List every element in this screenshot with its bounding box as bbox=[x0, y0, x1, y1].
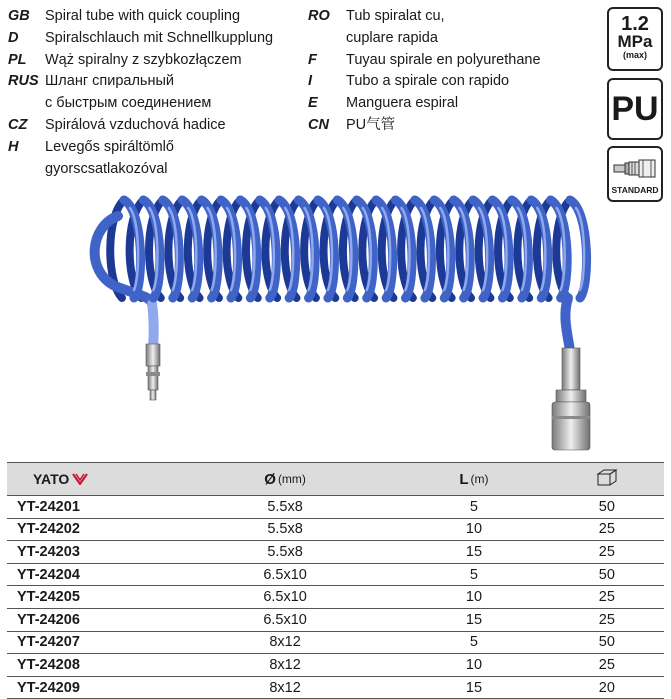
lang-row bbox=[8, 6, 273, 28]
lang-code: RO bbox=[308, 8, 330, 24]
lang-row bbox=[8, 50, 273, 72]
table-row bbox=[7, 563, 664, 586]
box-icon bbox=[596, 468, 618, 486]
lang-text: Wąż spiralny z szybkozłączem bbox=[45, 51, 242, 68]
lang-row bbox=[308, 71, 541, 93]
lang-code: PL bbox=[8, 51, 27, 68]
table-row bbox=[7, 654, 664, 677]
diameter-cell: 5.5x8 bbox=[267, 543, 303, 560]
coupling-icon bbox=[613, 156, 657, 180]
lang-row bbox=[308, 28, 541, 50]
quantity-cell: 25 bbox=[598, 543, 615, 560]
length-cell: 5 bbox=[469, 498, 478, 515]
lang-row bbox=[308, 93, 541, 115]
model-cell: YT-24206 bbox=[17, 611, 80, 628]
lang-code: GB bbox=[8, 8, 30, 24]
lang-row bbox=[8, 28, 273, 50]
lang-code bbox=[8, 159, 45, 181]
diameter-cell: 8x12 bbox=[269, 656, 301, 673]
lang-text: gyorscsatlakozóval bbox=[45, 160, 168, 177]
pressure-unit: MPa bbox=[617, 32, 653, 51]
male-plug bbox=[146, 344, 160, 400]
lang-row bbox=[308, 50, 541, 72]
lang-text: Spirálová vzduchová hadice bbox=[45, 116, 226, 133]
lang-row bbox=[8, 159, 273, 181]
lang-text: Tub spiralat cu, bbox=[346, 8, 445, 24]
length-cell: 15 bbox=[465, 679, 483, 696]
lang-code: CN bbox=[308, 116, 329, 133]
quantity-cell: 25 bbox=[598, 589, 615, 606]
quantity-cell: 25 bbox=[598, 656, 615, 673]
quantity-cell: 50 bbox=[598, 566, 615, 583]
lang-row bbox=[8, 71, 273, 93]
length-cell: 5 bbox=[469, 634, 478, 651]
material-label: PU bbox=[611, 89, 659, 128]
model-cell: YT-24208 bbox=[17, 656, 80, 673]
lang-code: D bbox=[8, 29, 19, 46]
table-row bbox=[7, 496, 664, 519]
table-row bbox=[7, 631, 664, 654]
brand-name: YATO bbox=[33, 471, 70, 487]
diameter-cell: 6.5x10 bbox=[263, 566, 307, 583]
diameter-unit: (mm) bbox=[277, 472, 306, 486]
length-cell: 15 bbox=[465, 543, 483, 560]
quantity-cell: 25 bbox=[598, 521, 615, 538]
package-header-cell bbox=[550, 463, 664, 496]
yato-logo-icon bbox=[72, 473, 88, 485]
pressure-badge bbox=[607, 7, 663, 71]
standard-label: STANDARD bbox=[611, 185, 659, 195]
lang-text: Spiralschlauch mit Schnellkupplung bbox=[45, 29, 274, 46]
lang-code: CZ bbox=[8, 116, 28, 133]
lang-code bbox=[8, 93, 45, 115]
quantity-cell: 50 bbox=[598, 498, 615, 515]
length-cell: 10 bbox=[465, 656, 483, 673]
diameter-cell: 5.5x8 bbox=[267, 521, 303, 538]
diameter-cell: 6.5x10 bbox=[263, 611, 307, 628]
lang-row bbox=[8, 115, 273, 137]
lang-code: E bbox=[308, 95, 318, 112]
model-cell: YT-24201 bbox=[17, 498, 80, 515]
table-row bbox=[7, 518, 664, 541]
pressure-value: 1.2 bbox=[621, 13, 649, 35]
lang-text: cuplare rapida bbox=[346, 29, 438, 46]
lang-text: с быстрым соединением bbox=[45, 95, 212, 112]
model-cell: YT-24207 bbox=[17, 634, 80, 651]
lang-code: I bbox=[308, 73, 313, 90]
diameter-header-cell bbox=[172, 463, 398, 496]
lang-text: Tubo a spirale con rapido bbox=[346, 73, 510, 90]
length-cell: 10 bbox=[465, 521, 483, 538]
table-row bbox=[7, 586, 664, 609]
lang-code bbox=[308, 28, 346, 50]
diameter-cell: 8x12 bbox=[269, 634, 301, 651]
length-cell: 15 bbox=[465, 611, 483, 628]
model-cell: YT-24202 bbox=[17, 521, 80, 538]
material-badge bbox=[607, 78, 663, 140]
lang-text: Шланг спиральный bbox=[45, 73, 175, 90]
diameter-cell: 8x12 bbox=[269, 679, 301, 696]
pressure-note: (max) bbox=[622, 50, 647, 60]
quantity-cell: 25 bbox=[598, 611, 615, 628]
lang-code: H bbox=[8, 138, 19, 155]
lang-code: F bbox=[308, 51, 317, 68]
lang-text: Tuyau spirale en polyurethane bbox=[346, 51, 541, 68]
model-cell: YT-24205 bbox=[17, 589, 80, 606]
length-cell: 10 bbox=[465, 589, 483, 606]
length-cell: 5 bbox=[469, 566, 478, 583]
length-symbol: L bbox=[459, 470, 469, 488]
brand-header-cell bbox=[7, 463, 172, 496]
quick-coupler bbox=[552, 348, 590, 450]
model-cell: YT-24209 bbox=[17, 679, 80, 696]
lang-code: RUS bbox=[8, 73, 39, 90]
language-list-right bbox=[308, 6, 541, 137]
diameter-symbol: Ø bbox=[264, 470, 276, 488]
table-row bbox=[7, 676, 664, 699]
quantity-cell: 50 bbox=[598, 634, 615, 651]
spec-table bbox=[7, 462, 664, 699]
lang-row bbox=[308, 115, 541, 137]
table-row bbox=[7, 608, 664, 631]
lang-text: Spiral tube with quick coupling bbox=[45, 8, 241, 24]
model-cell: YT-24204 bbox=[17, 566, 80, 583]
lang-row bbox=[8, 137, 273, 159]
lang-row bbox=[308, 6, 541, 28]
lang-text: Manguera espiral bbox=[346, 95, 459, 112]
lang-row bbox=[8, 93, 273, 115]
diameter-cell: 6.5x10 bbox=[263, 589, 307, 606]
length-unit: (m) bbox=[470, 472, 489, 486]
table-header-row bbox=[7, 463, 664, 496]
language-list-left bbox=[8, 6, 273, 180]
model-cell: YT-24203 bbox=[17, 543, 80, 560]
spiral-hose-image bbox=[80, 186, 620, 456]
lang-text: PU气管 bbox=[346, 116, 396, 133]
lang-text: Levegős spiráltömlő bbox=[45, 138, 174, 155]
quantity-cell: 20 bbox=[598, 679, 615, 696]
length-header-cell bbox=[398, 463, 550, 496]
table-row bbox=[7, 541, 664, 564]
diameter-cell: 5.5x8 bbox=[267, 498, 303, 515]
